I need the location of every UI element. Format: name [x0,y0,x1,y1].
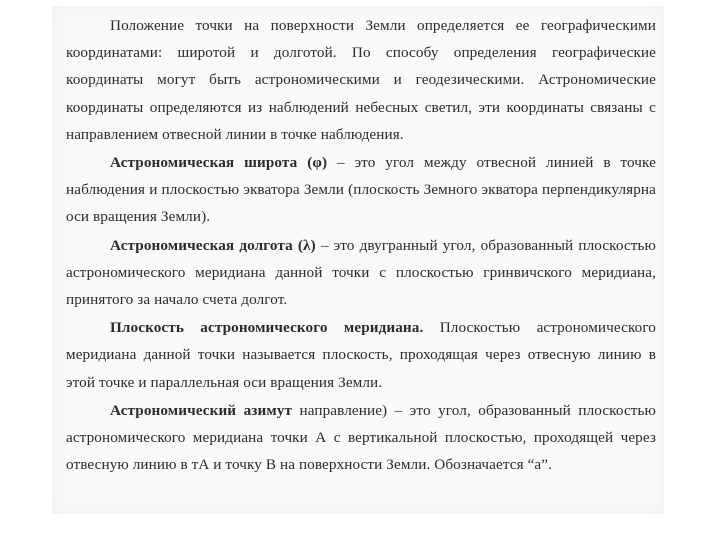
term-astronomical-azimuth: Астрономический азимут [110,401,293,419]
definition-astronomical-longitude: – это двугранный угол, образованный плоскостью астрономического меридиана данной точки с плоскостью гринвичского меридиана, принятого за начало счета долгот. [66,236,656,309]
paragraph-latitude [66,149,656,231]
term-meridian-plane: Плоскость астрономического меридиана. [110,319,424,337]
term-astronomical-longitude: Астрономическая долгота (λ) [110,236,316,254]
definition-astronomical-latitude: – это угол между отвесной линией в точке наблюдения и плоскостью экватора Земли (плоскость Земного экватора перпендикулярна оси вращения Земли). [66,154,656,226]
intro-paragraph: Положение точки на поверхности Земли определяется ее географическими координатами: широтой и долготой. По способу определения географические координаты могут быть астрономическими и геодезическими. Астрономические координаты определяются из наблюдений небесных светил, эти координаты связаны с направлением отвесной линии в точке наблюдения. [66,17,656,143]
definition-meridian-plane: Плоскостью астрономического меридиана данной точки называется плоскость, проходящая через отвесную линию в этой точке и параллельная оси вращения Земли. [66,319,656,391]
paragraph-longitude [66,232,656,314]
term-astronomical-latitude: Астрономическая широта (φ) [110,154,328,172]
definition-astronomical-azimuth: направление) – это угол, образованный плоскостью астрономического меридиана точки А с вертикальной плоскостью, проходящей через отвесную линию в тА и точку В на поверхности Земли. Обозначается “а”. [66,401,657,474]
paragraph-azimuth [66,397,656,479]
paragraph-meridian-plane [66,314,656,396]
document-text [66,12,656,478]
